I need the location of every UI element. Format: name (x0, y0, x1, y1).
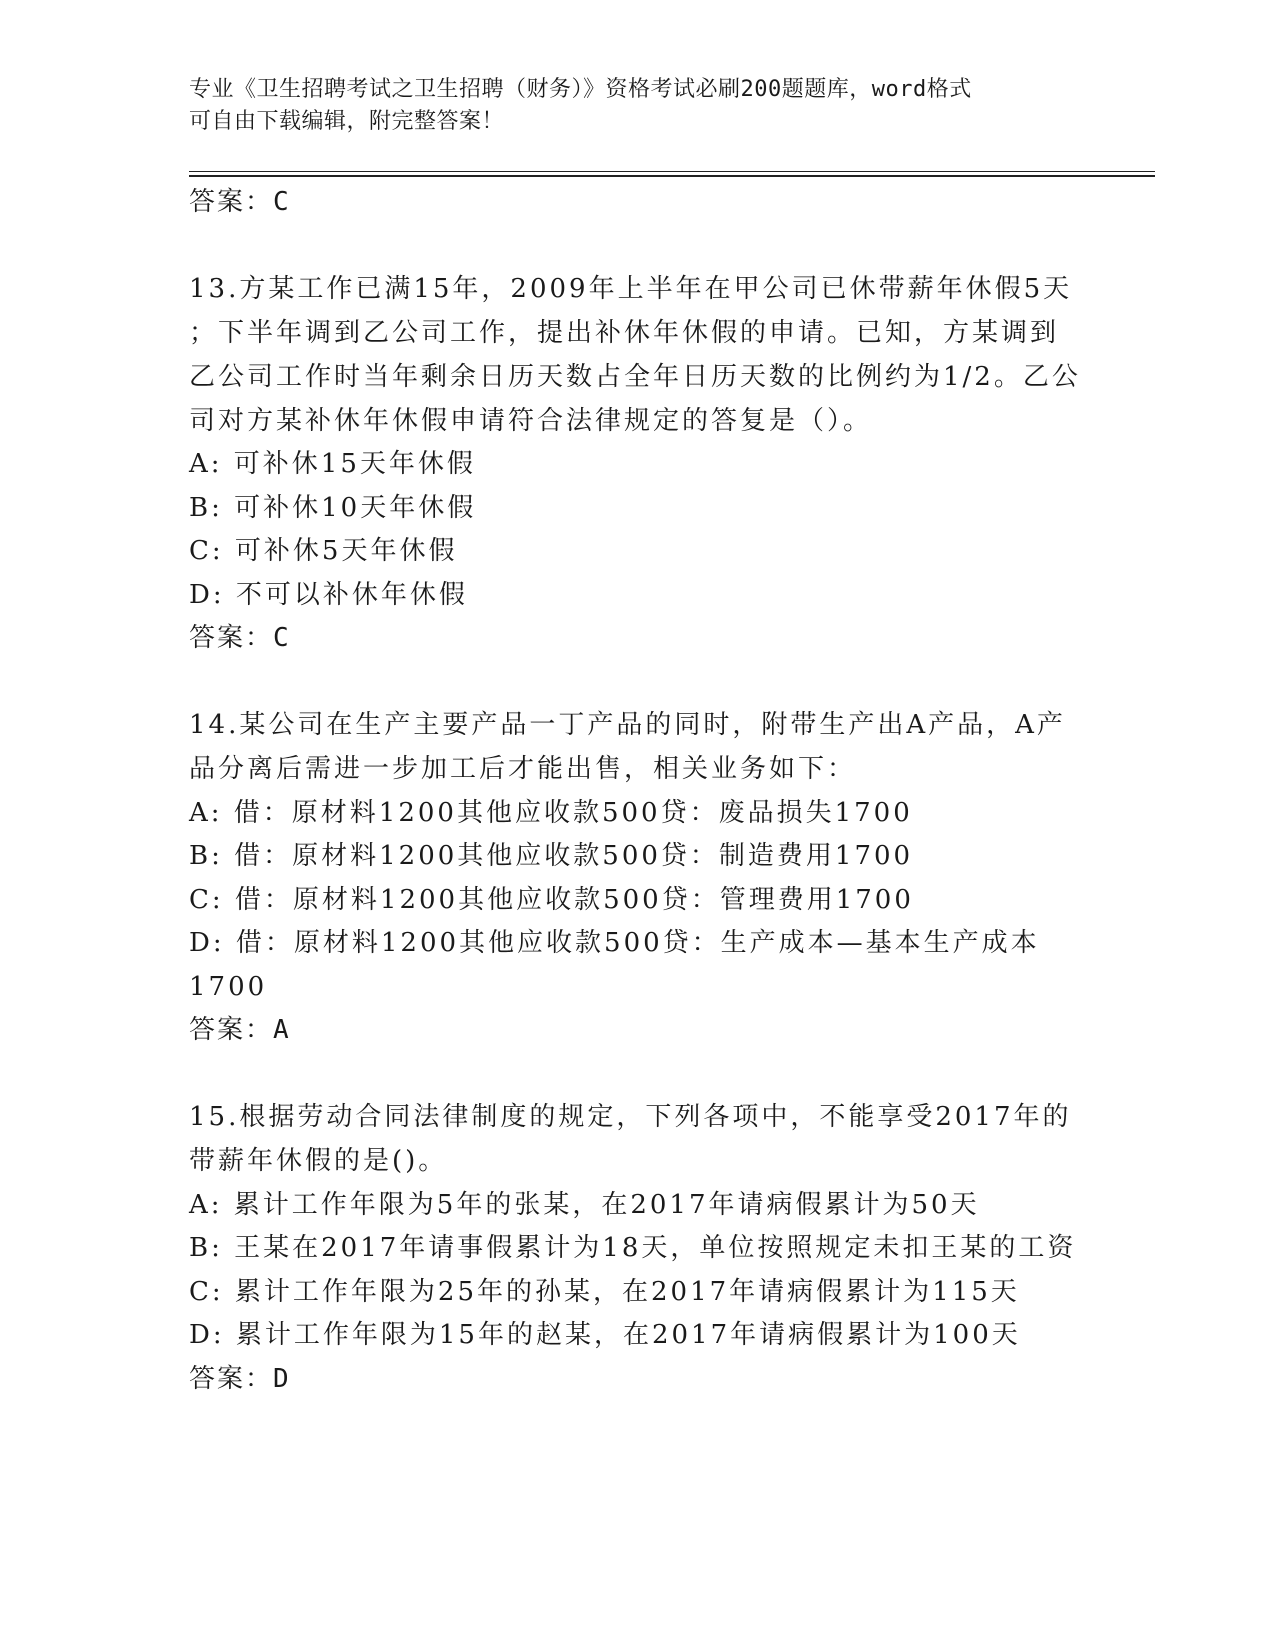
question-stem-line: 14.某公司在生产主要产品一丁产品的同时，附带生产出A产品，A产 (189, 710, 1066, 740)
question-stem-line: ；下半年调到乙公司工作，提出补休年休假的申请。已知，方某调到 (189, 318, 1060, 348)
header-line-1: 专业《卫生招聘考试之卫生招聘（财务）》资格考试必刷200题题库，word格式 (189, 77, 972, 102)
option-line: A: 借：原材料1200其他应收款500贷：废品损失1700 (189, 798, 913, 828)
option-line: C: 借：原材料1200其他应收款500贷：管理费用1700 (189, 885, 914, 915)
question-stem-line: 司对方某补休年休假申请符合法律规定的答复是（）。 (189, 406, 873, 436)
option-line: D: 累计工作年限为15年的赵某，在2017年请病假累计为100天 (189, 1320, 1021, 1350)
question-stem-line: 带薪年休假的是()。 (189, 1146, 448, 1176)
option-line: B: 可补休10天年休假 (189, 493, 477, 523)
option-line-continued: 1700 (189, 972, 268, 1002)
header-rule-bottom (189, 175, 1155, 177)
option-line: C: 累计工作年限为25年的孙某，在2017年请病假累计为115天 (189, 1277, 1020, 1307)
answer-line: 答案：C (189, 623, 291, 653)
document-header (189, 74, 1069, 138)
question-stem-line: 15.根据劳动合同法律制度的规定，下列各项中，不能享受2017年的 (189, 1102, 1072, 1132)
question-stem-line: 乙公司工作时当年剩余日历天数占全年日历天数的比例约为1/2。乙公 (189, 362, 1081, 392)
option-line: A: 累计工作年限为5年的张某，在2017年请病假累计为50天 (189, 1190, 980, 1220)
question-stem-line: 13.方某工作已满15年，2009年上半年在甲公司已休带薪年休假5天 (189, 274, 1073, 304)
header-rule-top (189, 171, 1155, 172)
option-line: D: 不可以补休年休假 (189, 580, 468, 610)
header-line-2: 可自由下载编辑，附完整答案！ (189, 109, 505, 134)
option-line: A: 可补休15天年休假 (189, 449, 476, 479)
option-line: D: 借：原材料1200其他应收款500贷：生产成本—基本生产成本 (189, 928, 1040, 958)
option-line: B: 借：原材料1200其他应收款500贷：制造费用1700 (189, 841, 914, 871)
option-line: B: 王某在2017年请事假累计为18天，单位按照规定未扣王某的工资 (189, 1233, 1077, 1263)
option-line: C: 可补休5天年休假 (189, 536, 458, 566)
answer-line: 答案：D (189, 1364, 291, 1394)
question-stem-line: 品分离后需进一步加工后才能出售，相关业务如下： (189, 754, 857, 784)
answer-line: 答案：C (189, 187, 291, 217)
answer-line: 答案：A (189, 1015, 291, 1045)
